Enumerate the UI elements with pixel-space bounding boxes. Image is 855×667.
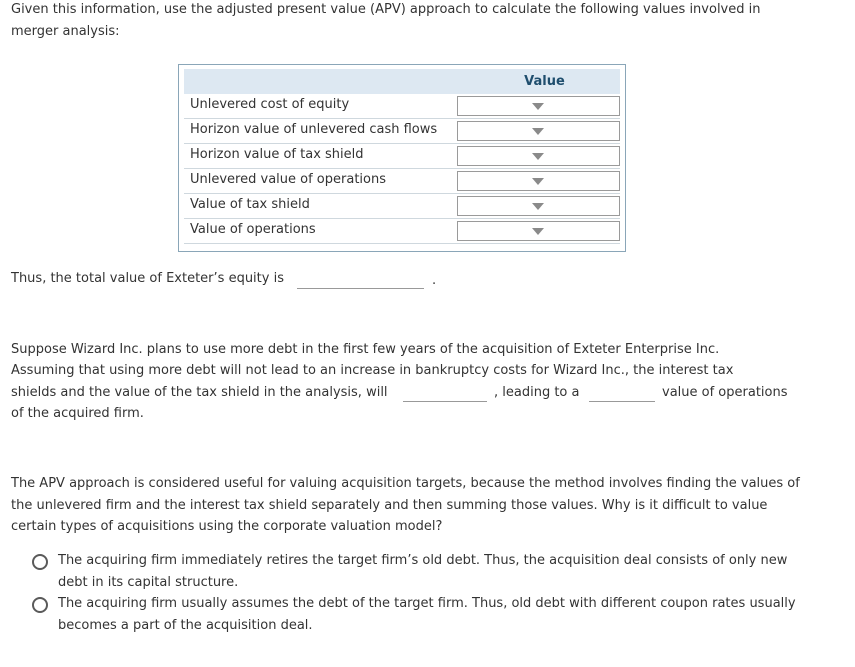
apv-values-table xyxy=(178,64,626,252)
dropdown-arrow-icon xyxy=(532,103,544,110)
equity-question-text: Thus, the total value of Exteter’s equity is xyxy=(11,271,284,286)
apv-question-text: The APV approach is considered useful for valuing acquisition targets, because the method involves finding the values of the unlevered firm and the interest tax shield separately and then summing those values. Why is it difficult to value certain types of acquisitions using the corporate valuation model? xyxy=(11,476,800,534)
horizon-value-tax-shield-dropdown[interactable] xyxy=(457,146,620,166)
wizard-line-3a: shields and the value of the tax shield in the analysis, will xyxy=(11,385,388,400)
dropdown-arrow-icon xyxy=(532,153,544,160)
dropdown-arrow-icon xyxy=(532,178,544,185)
value-of-tax-shield-dropdown[interactable] xyxy=(457,196,620,216)
unlevered-value-of-operations-dropdown[interactable] xyxy=(457,171,620,191)
row-label-unlevered-value-of-operations: Unlevered value of operations xyxy=(190,172,386,187)
table-row xyxy=(184,169,620,194)
table-row xyxy=(184,119,620,144)
table-row xyxy=(184,94,620,119)
unlevered-cost-of-equity-dropdown[interactable] xyxy=(457,96,620,116)
value-of-operations-dropdown[interactable] xyxy=(457,221,620,241)
option-1-radio[interactable] xyxy=(32,554,48,570)
row-label-horizon-value-unlevered-cash-flows: Horizon value of unlevered cash flows xyxy=(190,122,438,137)
table-header xyxy=(184,69,620,94)
wizard-line-2: Assuming that using more debt will not lead to an increase in bankruptcy costs for Wizard Inc., the interest tax xyxy=(11,363,734,378)
value-column-header: Value xyxy=(524,74,565,89)
dropdown-arrow-icon xyxy=(532,128,544,135)
tax-shield-change-dropdown[interactable] xyxy=(403,401,487,402)
row-label-value-of-operations: Value of operations xyxy=(190,222,316,237)
wizard-line-1: Suppose Wizard Inc. plans to use more debt in the first few years of the acquisition of Exteter Enterprise Inc. xyxy=(11,342,720,357)
table-row xyxy=(184,194,620,219)
wizard-line-3c: value of operations xyxy=(662,385,788,400)
operations-value-change-dropdown[interactable] xyxy=(589,401,655,402)
wizard-line-4: of the acquired firm. xyxy=(11,406,144,421)
row-label-horizon-value-tax-shield: Horizon value of tax shield xyxy=(190,147,364,162)
dropdown-arrow-icon xyxy=(532,203,544,210)
wizard-line-3b: , leading to a xyxy=(494,385,580,400)
horizon-value-unlevered-cash-flows-dropdown[interactable] xyxy=(457,121,620,141)
intro-text: Given this information, use the adjusted present value (APV) approach to calculate the following values involved in merger analysis: xyxy=(11,2,761,39)
dropdown-arrow-icon xyxy=(532,228,544,235)
table-row xyxy=(184,219,620,244)
option-2-radio[interactable] xyxy=(32,597,48,613)
option-2-label[interactable]: The acquiring firm usually assumes the debt of the target firm. Thus, old debt with different coupon rates usually becomes a part of the acquisition deal. xyxy=(58,596,796,633)
period: . xyxy=(432,273,437,288)
option-1-label[interactable]: The acquiring firm immediately retires the target firm’s old debt. Thus, the acquisition deal consists of only new debt in its capital structure. xyxy=(58,553,788,590)
equity-value-input[interactable] xyxy=(297,288,424,289)
table-row xyxy=(184,144,620,169)
row-label-unlevered-cost-of-equity: Unlevered cost of equity xyxy=(190,97,350,112)
row-label-value-of-tax-shield: Value of tax shield xyxy=(190,197,310,212)
